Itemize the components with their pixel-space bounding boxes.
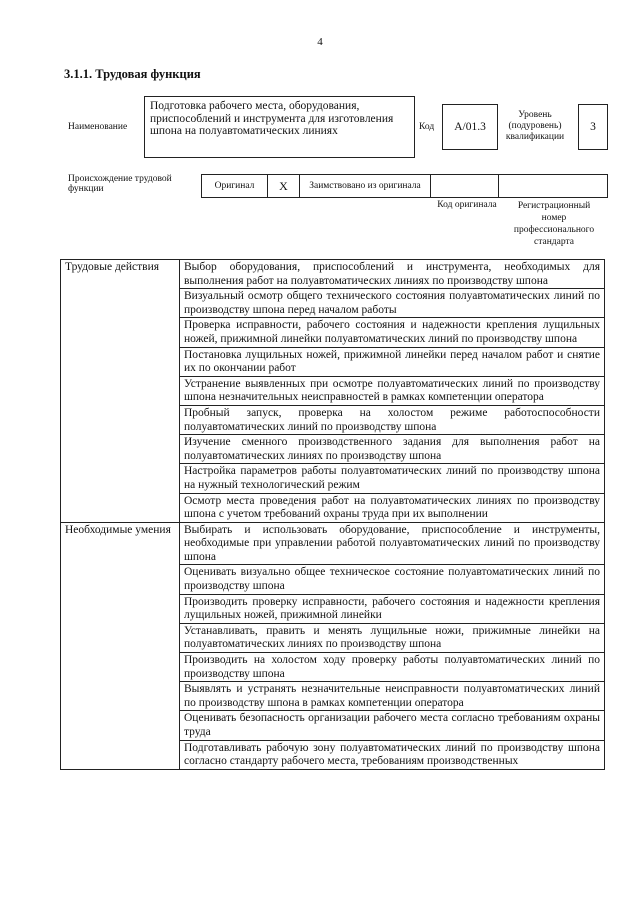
origin-row bbox=[201, 174, 608, 198]
category-required-skills: Необходимые умения bbox=[61, 522, 180, 769]
category-labor-actions: Трудовые действия bbox=[61, 260, 180, 523]
table-cell: Проверка исправности, рабочего состояния и надежности крепления лущильных ножей, прижимной линейки полуавтоматических линий по производству шпона bbox=[180, 318, 605, 347]
table-cell: Оценивать безопасность организации рабочего места согласно требованиям охраны труда bbox=[180, 711, 605, 740]
table-cell: Устанавливать, править и менять лущильные ножи, прижимные линейки на полуавтоматических линиях по производству шпона bbox=[180, 623, 605, 652]
table-row bbox=[61, 260, 605, 289]
code-value-box: A/01.3 bbox=[442, 104, 498, 150]
table-cell: Изучение сменного производственного задания для выполнения работ на полуавтоматических линиях по производству шпона bbox=[180, 435, 605, 464]
section-title: 3.1.1. Трудовая функция bbox=[64, 67, 201, 81]
table-cell: Производить проверку исправности, рабочего состояния и надежности крепления лущильных ножей, прижимной линейки bbox=[180, 594, 605, 623]
table-cell: Оценивать визуально общее техническое состояние полуавтоматических линий по производству шпона bbox=[180, 565, 605, 594]
table-cell: Выбирать и использовать оборудование, приспособление и инструменты, необходимые при управлении работой полуавтоматических линий по производству шпона bbox=[180, 522, 605, 565]
table-cell: Подготавливать рабочую зону полуавтоматических линий по производству шпона согласно стандарту рабочего места, требованиям производственных bbox=[180, 740, 605, 769]
reg-number-label: Регистрационный номер профессионального стандарта bbox=[513, 201, 595, 247]
table-cell: Выявлять и устранять незначительные неисправности полуавтоматических линий по производству шпона в рамках компетенции оператора bbox=[180, 682, 605, 711]
qualification-level-label: Уровень (подуровень) квалификации bbox=[505, 110, 565, 142]
name-label: Наименование bbox=[68, 122, 128, 132]
code-label: Код bbox=[419, 122, 435, 132]
table-cell: Визуальный осмотр общего технического состояния полуавтоматических линий по производству шпона перед началом работы bbox=[180, 289, 605, 318]
table-cell: Настройка параметров работы полуавтоматических линий по производству шпона на нужный технологический режим bbox=[180, 464, 605, 493]
origin-label: Происхождение трудовой функции bbox=[68, 174, 172, 194]
table-cell: Постановка лущильных ножей, прижимной линейки перед началом работ и снятие их по окончании работ bbox=[180, 347, 605, 376]
original-mark: X bbox=[268, 175, 300, 197]
qualification-level-box: 3 bbox=[578, 104, 608, 150]
table-row bbox=[61, 522, 605, 565]
borrowed-label: Заимствовано из оригинала bbox=[300, 175, 431, 197]
code-original-label: Код оригинала bbox=[437, 200, 497, 210]
original-label: Оригинал bbox=[202, 175, 268, 197]
table-cell: Осмотр места проведения работ на полуавтоматических линиях по производству шпона с учетом требований охраны труда при их выполнении bbox=[180, 493, 605, 522]
code-original-cell bbox=[431, 175, 499, 197]
function-name-box: Подготовка рабочего места, оборудования, приспособлений и инструмента для изготовления шпона на полуавтоматических линиях bbox=[144, 96, 415, 158]
table-cell: Производить на холостом ходу проверку работы полуавтоматических линий по производству шпона bbox=[180, 653, 605, 682]
function-details-table bbox=[60, 259, 605, 770]
table-cell: Устранение выявленных при осмотре полуавтоматических линий по производству шпона незначительных неисправностей в рамках компетенции оператора bbox=[180, 376, 605, 405]
table-cell: Выбор оборудования, приспособлений и инструмента, необходимых для выполнения работ на полуавтоматических линиях по производству шпона bbox=[180, 260, 605, 289]
page-number: 4 bbox=[317, 36, 323, 48]
table-cell: Пробный запуск, проверка на холостом режиме работоспособности полуавтоматических линий по производству шпона bbox=[180, 405, 605, 434]
